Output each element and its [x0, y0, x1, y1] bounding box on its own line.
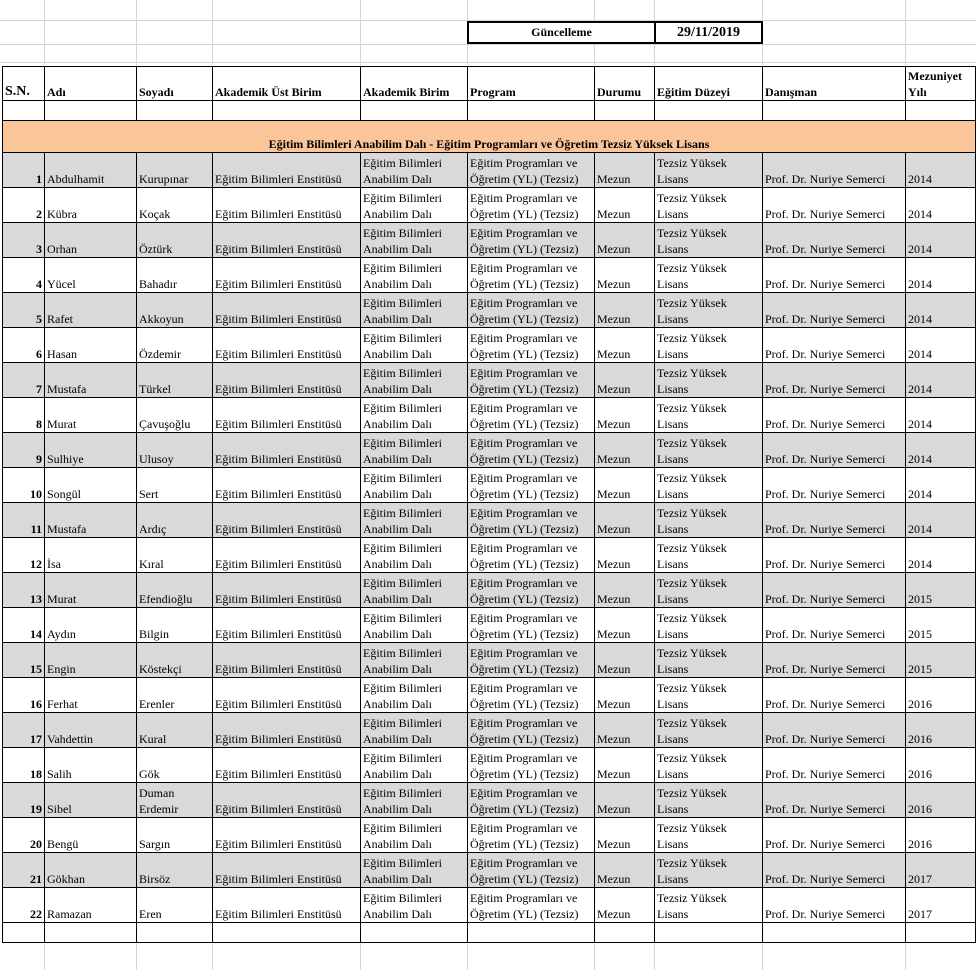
header-adi[interactable]: Adı	[45, 67, 137, 101]
cell-adi[interactable]: Murat	[45, 398, 137, 433]
cell-birim[interactable]: Eğitim Bilimleri Anabilim Dalı	[361, 643, 468, 678]
table-row	[3, 258, 976, 293]
cell-yil[interactable]: 2016	[906, 678, 976, 713]
cell-yil[interactable]: 2014	[906, 328, 976, 363]
cell-yil[interactable]: 2014	[906, 293, 976, 328]
update-box	[467, 21, 763, 44]
cell-adi[interactable]: Yücel	[45, 258, 137, 293]
cell-program[interactable]: Eğitim Programları ve Öğretim (YL) (Tezsiz)	[468, 188, 595, 223]
cell-soyadi[interactable]: Koçak	[137, 188, 213, 223]
cell-soyadi[interactable]: Köstekçi	[137, 643, 213, 678]
blank-cell[interactable]	[763, 923, 906, 943]
cell-program[interactable]: Eğitim Programları ve Öğretim (YL) (Tezsiz)	[468, 853, 595, 888]
cell-birim[interactable]: Eğitim Bilimleri Anabilim Dalı	[361, 363, 468, 398]
cell-adi[interactable]: Sibel	[45, 783, 137, 818]
cell-birim[interactable]: Eğitim Bilimleri Anabilim Dalı	[361, 398, 468, 433]
cell-sn[interactable]: 17	[3, 713, 45, 748]
cell-soyadi[interactable]: Öztürk	[137, 223, 213, 258]
cell-yil[interactable]: 2016	[906, 713, 976, 748]
cell-danisman[interactable]: Prof. Dr. Nuriye Semerci	[763, 433, 906, 468]
cell-birim[interactable]: Eğitim Bilimleri Anabilim Dalı	[361, 608, 468, 643]
header-row	[3, 67, 976, 101]
cell-yil[interactable]: 2014	[906, 153, 976, 188]
cell-danisman[interactable]: Prof. Dr. Nuriye Semerci	[763, 223, 906, 258]
cell-durumu[interactable]: Mezun	[595, 503, 655, 538]
cell-danisman[interactable]: Prof. Dr. Nuriye Semerci	[763, 678, 906, 713]
cell-ust-birim[interactable]: Eğitim Bilimleri Enstitüsü	[213, 468, 361, 503]
table-row	[3, 503, 976, 538]
cell-adi[interactable]: Songül	[45, 468, 137, 503]
blank-row	[3, 923, 976, 943]
cell-program[interactable]: Eğitim Programları ve Öğretim (YL) (Tezsiz)	[468, 398, 595, 433]
cell-yil[interactable]: 2014	[906, 538, 976, 573]
cell-program[interactable]: Eğitim Programları ve Öğretim (YL) (Tezsiz)	[468, 223, 595, 258]
blank-cell[interactable]	[3, 101, 45, 121]
cell-birim[interactable]: Eğitim Bilimleri Anabilim Dalı	[361, 468, 468, 503]
header-ust-birim[interactable]: Akademik Üst Birim	[213, 67, 361, 101]
blank-cell[interactable]	[595, 101, 655, 121]
cell-sn[interactable]: 14	[3, 608, 45, 643]
cell-birim[interactable]: Eğitim Bilimleri Anabilim Dalı	[361, 538, 468, 573]
cell-yil[interactable]: 2014	[906, 468, 976, 503]
blank-cell[interactable]	[361, 101, 468, 121]
cell-birim[interactable]: Eğitim Bilimleri Anabilim Dalı	[361, 783, 468, 818]
cell-yil[interactable]: 2015	[906, 573, 976, 608]
cell-yil[interactable]: 2014	[906, 433, 976, 468]
cell-yil[interactable]: 2016	[906, 783, 976, 818]
cell-ust-birim[interactable]: Eğitim Bilimleri Enstitüsü	[213, 293, 361, 328]
cell-soyadi[interactable]: Bahadır	[137, 258, 213, 293]
cell-soyadi[interactable]: Kurupınar	[137, 153, 213, 188]
cell-sn[interactable]: 22	[3, 888, 45, 923]
cell-adi[interactable]: Ramazan	[45, 888, 137, 923]
cell-adi[interactable]: Rafet	[45, 293, 137, 328]
cell-adi[interactable]: Kübra	[45, 188, 137, 223]
cell-program[interactable]: Eğitim Programları ve Öğretim (YL) (Tezsiz)	[468, 573, 595, 608]
cell-ust-birim[interactable]: Eğitim Bilimleri Enstitüsü	[213, 398, 361, 433]
cell-danisman[interactable]: Prof. Dr. Nuriye Semerci	[763, 783, 906, 818]
table-row	[3, 433, 976, 468]
cell-ust-birim[interactable]: Eğitim Bilimleri Enstitüsü	[213, 153, 361, 188]
cell-danisman[interactable]: Prof. Dr. Nuriye Semerci	[763, 188, 906, 223]
cell-ust-birim[interactable]: Eğitim Bilimleri Enstitüsü	[213, 363, 361, 398]
cell-birim[interactable]: Eğitim Bilimleri Anabilim Dalı	[361, 223, 468, 258]
cell-sn[interactable]: 21	[3, 853, 45, 888]
cell-program[interactable]: Eğitim Programları ve Öğretim (YL) (Tezsiz)	[468, 293, 595, 328]
header-yil[interactable]: Mezuniyet Yılı	[906, 67, 976, 101]
cell-duzey[interactable]: Tezsiz Yüksek Lisans	[655, 643, 763, 678]
department-title[interactable]: Eğitim Bilimleri Anabilim Dalı - Eğitim Programları ve Öğretim Tezsiz Yüksek Lisans	[3, 121, 976, 153]
cell-soyadi[interactable]: Sargın	[137, 818, 213, 853]
header-durumu[interactable]: Durumu	[595, 67, 655, 101]
cell-sn[interactable]: 15	[3, 643, 45, 678]
cell-durumu[interactable]: Mezun	[595, 748, 655, 783]
cell-soyadi[interactable]: Çavuşoğlu	[137, 398, 213, 433]
header-birim[interactable]: Akademik Birim	[361, 67, 468, 101]
cell-soyadi[interactable]: Ardıç	[137, 503, 213, 538]
cell-sn[interactable]: 13	[3, 573, 45, 608]
cell-ust-birim[interactable]: Eğitim Bilimleri Enstitüsü	[213, 748, 361, 783]
cell-duzey[interactable]: Tezsiz Yüksek Lisans	[655, 538, 763, 573]
cell-sn[interactable]: 20	[3, 818, 45, 853]
cell-soyadi[interactable]: Birsöz	[137, 853, 213, 888]
cell-sn[interactable]: 11	[3, 503, 45, 538]
cell-soyadi[interactable]: Sert	[137, 468, 213, 503]
cell-yil[interactable]: 2015	[906, 608, 976, 643]
blank-cell[interactable]	[213, 101, 361, 121]
table-row	[3, 398, 976, 433]
cell-adi[interactable]: Orhan	[45, 223, 137, 258]
cell-soyadi[interactable]: Gök	[137, 748, 213, 783]
cell-danisman[interactable]: Prof. Dr. Nuriye Semerci	[763, 643, 906, 678]
cell-program[interactable]: Eğitim Programları ve Öğretim (YL) (Tezsiz)	[468, 258, 595, 293]
table-row	[3, 293, 976, 328]
cell-duzey[interactable]: Tezsiz Yüksek Lisans	[655, 328, 763, 363]
cell-duzey[interactable]: Tezsiz Yüksek Lisans	[655, 258, 763, 293]
cell-program[interactable]: Eğitim Programları ve Öğretim (YL) (Tezsiz)	[468, 888, 595, 923]
cell-adi[interactable]: Mustafa	[45, 503, 137, 538]
cell-danisman[interactable]: Prof. Dr. Nuriye Semerci	[763, 748, 906, 783]
cell-soyadi[interactable]: Kıral	[137, 538, 213, 573]
cell-durumu[interactable]: Mezun	[595, 888, 655, 923]
cell-duzey[interactable]: Tezsiz Yüksek Lisans	[655, 188, 763, 223]
cell-adi[interactable]: Mustafa	[45, 363, 137, 398]
header-sn[interactable]: S.N.	[3, 67, 45, 101]
blank-cell[interactable]	[906, 923, 976, 943]
cell-program[interactable]: Eğitim Programları ve Öğretim (YL) (Tezsiz)	[468, 783, 595, 818]
cell-birim[interactable]: Eğitim Bilimleri Anabilim Dalı	[361, 433, 468, 468]
cell-program[interactable]: Eğitim Programları ve Öğretim (YL) (Tezsiz)	[468, 678, 595, 713]
cell-ust-birim[interactable]: Eğitim Bilimleri Enstitüsü	[213, 678, 361, 713]
cell-duzey[interactable]: Tezsiz Yüksek Lisans	[655, 818, 763, 853]
cell-ust-birim[interactable]: Eğitim Bilimleri Enstitüsü	[213, 328, 361, 363]
cell-duzey[interactable]: Tezsiz Yüksek Lisans	[655, 293, 763, 328]
cell-duzey[interactable]: Tezsiz Yüksek Lisans	[655, 223, 763, 258]
cell-danisman[interactable]: Prof. Dr. Nuriye Semerci	[763, 538, 906, 573]
table-row	[3, 748, 976, 783]
cell-danisman[interactable]: Prof. Dr. Nuriye Semerci	[763, 293, 906, 328]
cell-program[interactable]: Eğitim Programları ve Öğretim (YL) (Tezsiz)	[468, 713, 595, 748]
cell-soyadi[interactable]: Akkoyun	[137, 293, 213, 328]
cell-duzey[interactable]: Tezsiz Yüksek Lisans	[655, 433, 763, 468]
cell-ust-birim[interactable]: Eğitim Bilimleri Enstitüsü	[213, 888, 361, 923]
cell-durumu[interactable]: Mezun	[595, 573, 655, 608]
table-row	[3, 223, 976, 258]
cell-yil[interactable]: 2016	[906, 748, 976, 783]
table-row	[3, 328, 976, 363]
cell-danisman[interactable]: Prof. Dr. Nuriye Semerci	[763, 573, 906, 608]
cell-adi[interactable]: Aydın	[45, 608, 137, 643]
cell-sn[interactable]: 12	[3, 538, 45, 573]
cell-yil[interactable]: 2015	[906, 643, 976, 678]
cell-program[interactable]: Eğitim Programları ve Öğretim (YL) (Tezsiz)	[468, 328, 595, 363]
table-row	[3, 853, 976, 888]
table-row	[3, 608, 976, 643]
cell-adi[interactable]: Ferhat	[45, 678, 137, 713]
blank-cell[interactable]	[45, 923, 137, 943]
cell-yil[interactable]: 2014	[906, 188, 976, 223]
cell-sn[interactable]: 10	[3, 468, 45, 503]
table-row	[3, 538, 976, 573]
cell-sn[interactable]: 8	[3, 398, 45, 433]
cell-danisman[interactable]: Prof. Dr. Nuriye Semerci	[763, 468, 906, 503]
cell-sn[interactable]: 19	[3, 783, 45, 818]
blank-cell[interactable]	[3, 923, 45, 943]
cell-danisman[interactable]: Prof. Dr. Nuriye Semerci	[763, 818, 906, 853]
cell-durumu[interactable]: Mezun	[595, 468, 655, 503]
header-soyadi[interactable]: Soyadı	[137, 67, 213, 101]
blank-cell[interactable]	[468, 101, 595, 121]
graduates-table	[2, 66, 976, 943]
blank-cell[interactable]	[137, 923, 213, 943]
cell-durumu[interactable]: Mezun	[595, 818, 655, 853]
cell-sn[interactable]: 5	[3, 293, 45, 328]
blank-cell[interactable]	[655, 101, 763, 121]
cell-durumu[interactable]: Mezun	[595, 643, 655, 678]
cell-ust-birim[interactable]: Eğitim Bilimleri Enstitüsü	[213, 258, 361, 293]
table-row	[3, 153, 976, 188]
cell-adi[interactable]: Salih	[45, 748, 137, 783]
cell-sn[interactable]: 3	[3, 223, 45, 258]
cell-sn[interactable]: 9	[3, 433, 45, 468]
cell-duzey[interactable]: Tezsiz Yüksek Lisans	[655, 888, 763, 923]
cell-ust-birim[interactable]: Eğitim Bilimleri Enstitüsü	[213, 818, 361, 853]
table-row	[3, 643, 976, 678]
cell-ust-birim[interactable]: Eğitim Bilimleri Enstitüsü	[213, 433, 361, 468]
cell-durumu[interactable]: Mezun	[595, 153, 655, 188]
cell-durumu[interactable]: Mezun	[595, 258, 655, 293]
cell-birim[interactable]: Eğitim Bilimleri Anabilim Dalı	[361, 573, 468, 608]
blank-cell[interactable]	[45, 101, 137, 121]
cell-adi[interactable]: Gökhan	[45, 853, 137, 888]
cell-duzey[interactable]: Tezsiz Yüksek Lisans	[655, 363, 763, 398]
cell-danisman[interactable]: Prof. Dr. Nuriye Semerci	[763, 153, 906, 188]
cell-yil[interactable]: 2014	[906, 223, 976, 258]
cell-yil[interactable]: 2017	[906, 888, 976, 923]
table-row	[3, 888, 976, 923]
cell-sn[interactable]: 6	[3, 328, 45, 363]
cell-duzey[interactable]: Tezsiz Yüksek Lisans	[655, 713, 763, 748]
cell-yil[interactable]: 2014	[906, 398, 976, 433]
cell-danisman[interactable]: Prof. Dr. Nuriye Semerci	[763, 713, 906, 748]
cell-sn[interactable]: 4	[3, 258, 45, 293]
cell-durumu[interactable]: Mezun	[595, 538, 655, 573]
department-row	[3, 121, 976, 153]
cell-birim[interactable]: Eğitim Bilimleri Anabilim Dalı	[361, 818, 468, 853]
cell-program[interactable]: Eğitim Programları ve Öğretim (YL) (Tezsiz)	[468, 433, 595, 468]
cell-yil[interactable]: 2017	[906, 853, 976, 888]
cell-program[interactable]: Eğitim Programları ve Öğretim (YL) (Tezsiz)	[468, 818, 595, 853]
cell-duzey[interactable]: Tezsiz Yüksek Lisans	[655, 573, 763, 608]
cell-durumu[interactable]: Mezun	[595, 188, 655, 223]
cell-birim[interactable]: Eğitim Bilimleri Anabilim Dalı	[361, 153, 468, 188]
cell-durumu[interactable]: Mezun	[595, 223, 655, 258]
cell-duzey[interactable]: Tezsiz Yüksek Lisans	[655, 153, 763, 188]
cell-ust-birim[interactable]: Eğitim Bilimleri Enstitüsü	[213, 713, 361, 748]
cell-adi[interactable]: Engin	[45, 643, 137, 678]
cell-sn[interactable]: 7	[3, 363, 45, 398]
cell-danisman[interactable]: Prof. Dr. Nuriye Semerci	[763, 608, 906, 643]
blank-cell[interactable]	[906, 101, 976, 121]
cell-program[interactable]: Eğitim Programları ve Öğretim (YL) (Tezsiz)	[468, 468, 595, 503]
cell-soyadi[interactable]: Türkel	[137, 363, 213, 398]
cell-adi[interactable]: Bengü	[45, 818, 137, 853]
cell-soyadi[interactable]: Erenler	[137, 678, 213, 713]
cell-sn[interactable]: 16	[3, 678, 45, 713]
cell-durumu[interactable]: Mezun	[595, 328, 655, 363]
cell-soyadi[interactable]: Özdemir	[137, 328, 213, 363]
cell-durumu[interactable]: Mezun	[595, 853, 655, 888]
cell-ust-birim[interactable]: Eğitim Bilimleri Enstitüsü	[213, 503, 361, 538]
blank-cell[interactable]	[655, 923, 763, 943]
cell-birim[interactable]: Eğitim Bilimleri Anabilim Dalı	[361, 503, 468, 538]
cell-adi[interactable]: Hasan	[45, 328, 137, 363]
cell-yil[interactable]: 2014	[906, 258, 976, 293]
table-row	[3, 468, 976, 503]
cell-yil[interactable]: 2016	[906, 818, 976, 853]
cell-danisman[interactable]: Prof. Dr. Nuriye Semerci	[763, 363, 906, 398]
cell-birim[interactable]: Eğitim Bilimleri Anabilim Dalı	[361, 328, 468, 363]
cell-soyadi[interactable]: Kural	[137, 713, 213, 748]
cell-adi[interactable]: İsa	[45, 538, 137, 573]
cell-duzey[interactable]: Tezsiz Yüksek Lisans	[655, 678, 763, 713]
cell-birim[interactable]: Eğitim Bilimleri Anabilim Dalı	[361, 678, 468, 713]
table-row	[3, 188, 976, 223]
cell-durumu[interactable]: Mezun	[595, 783, 655, 818]
cell-sn[interactable]: 18	[3, 748, 45, 783]
cell-duzey[interactable]: Tezsiz Yüksek Lisans	[655, 398, 763, 433]
cell-ust-birim[interactable]: Eğitim Bilimleri Enstitüsü	[213, 783, 361, 818]
cell-birim[interactable]: Eğitim Bilimleri Anabilim Dalı	[361, 748, 468, 783]
table-row	[3, 713, 976, 748]
blank-cell[interactable]	[595, 923, 655, 943]
cell-sn[interactable]: 2	[3, 188, 45, 223]
header-program[interactable]: Program	[468, 67, 595, 101]
cell-durumu[interactable]: Mezun	[595, 678, 655, 713]
cell-soyadi[interactable]: Efendioğlu	[137, 573, 213, 608]
cell-durumu[interactable]: Mezun	[595, 363, 655, 398]
cell-birim[interactable]: Eğitim Bilimleri Anabilim Dalı	[361, 713, 468, 748]
cell-soyadi[interactable]: Eren	[137, 888, 213, 923]
table-row	[3, 573, 976, 608]
cell-duzey[interactable]: Tezsiz Yüksek Lisans	[655, 783, 763, 818]
table-row	[3, 678, 976, 713]
cell-birim[interactable]: Eğitim Bilimleri Anabilim Dalı	[361, 188, 468, 223]
cell-durumu[interactable]: Mezun	[595, 713, 655, 748]
cell-adi[interactable]: Sulhiye	[45, 433, 137, 468]
cell-birim[interactable]: Eğitim Bilimleri Anabilim Dalı	[361, 293, 468, 328]
cell-danisman[interactable]: Prof. Dr. Nuriye Semerci	[763, 888, 906, 923]
table-row	[3, 818, 976, 853]
cell-duzey[interactable]: Tezsiz Yüksek Lisans	[655, 468, 763, 503]
cell-yil[interactable]: 2014	[906, 503, 976, 538]
cell-yil[interactable]: 2014	[906, 363, 976, 398]
cell-ust-birim[interactable]: Eğitim Bilimleri Enstitüsü	[213, 643, 361, 678]
cell-program[interactable]: Eğitim Programları ve Öğretim (YL) (Tezsiz)	[468, 748, 595, 783]
blank-cell[interactable]	[763, 101, 906, 121]
cell-ust-birim[interactable]: Eğitim Bilimleri Enstitüsü	[213, 538, 361, 573]
cell-ust-birim[interactable]: Eğitim Bilimleri Enstitüsü	[213, 853, 361, 888]
cell-sn[interactable]: 1	[3, 153, 45, 188]
cell-program[interactable]: Eğitim Programları ve Öğretim (YL) (Tezsiz)	[468, 503, 595, 538]
update-date: 29/11/2019	[676, 25, 740, 40]
table-row	[3, 363, 976, 398]
cell-danisman[interactable]: Prof. Dr. Nuriye Semerci	[763, 328, 906, 363]
blank-cell[interactable]	[213, 923, 361, 943]
cell-duzey[interactable]: Tezsiz Yüksek Lisans	[655, 608, 763, 643]
cell-ust-birim[interactable]: Eğitim Bilimleri Enstitüsü	[213, 223, 361, 258]
cell-danisman[interactable]: Prof. Dr. Nuriye Semerci	[763, 503, 906, 538]
cell-adi[interactable]: Murat	[45, 573, 137, 608]
cell-birim[interactable]: Eğitim Bilimleri Anabilim Dalı	[361, 853, 468, 888]
cell-duzey[interactable]: Tezsiz Yüksek Lisans	[655, 503, 763, 538]
blank-row	[3, 101, 976, 121]
cell-ust-birim[interactable]: Eğitim Bilimleri Enstitüsü	[213, 608, 361, 643]
update-label: Güncelleme	[469, 23, 656, 42]
cell-durumu[interactable]: Mezun	[595, 433, 655, 468]
cell-program[interactable]: Eğitim Programları ve Öğretim (YL) (Tezsiz)	[468, 608, 595, 643]
cell-program[interactable]: Eğitim Programları ve Öğretim (YL) (Tezsiz)	[468, 363, 595, 398]
header-duzey[interactable]: Eğitim Düzeyi	[655, 67, 763, 101]
cell-danisman[interactable]: Prof. Dr. Nuriye Semerci	[763, 853, 906, 888]
cell-duzey[interactable]: Tezsiz Yüksek Lisans	[655, 853, 763, 888]
cell-program[interactable]: Eğitim Programları ve Öğretim (YL) (Tezsiz)	[468, 153, 595, 188]
cell-duzey[interactable]: Tezsiz Yüksek Lisans	[655, 748, 763, 783]
cell-durumu[interactable]: Mezun	[595, 398, 655, 433]
cell-birim[interactable]: Eğitim Bilimleri Anabilim Dalı	[361, 888, 468, 923]
cell-danisman[interactable]: Prof. Dr. Nuriye Semerci	[763, 258, 906, 293]
cell-adi[interactable]: Abdulhamit	[45, 153, 137, 188]
header-danisman[interactable]: Danışman	[763, 67, 906, 101]
table-row	[3, 783, 976, 818]
blank-cell[interactable]	[468, 923, 595, 943]
cell-birim[interactable]: Eğitim Bilimleri Anabilim Dalı	[361, 258, 468, 293]
cell-soyadi[interactable]: Ulusoy	[137, 433, 213, 468]
cell-durumu[interactable]: Mezun	[595, 293, 655, 328]
cell-ust-birim[interactable]: Eğitim Bilimleri Enstitüsü	[213, 573, 361, 608]
cell-program[interactable]: Eğitim Programları ve Öğretim (YL) (Tezsiz)	[468, 643, 595, 678]
cell-soyadi[interactable]: Duman Erdemir	[137, 783, 213, 818]
cell-soyadi[interactable]: Bilgin	[137, 608, 213, 643]
cell-durumu[interactable]: Mezun	[595, 608, 655, 643]
cell-program[interactable]: Eğitim Programları ve Öğretim (YL) (Tezsiz)	[468, 538, 595, 573]
cell-danisman[interactable]: Prof. Dr. Nuriye Semerci	[763, 398, 906, 433]
blank-cell[interactable]	[361, 923, 468, 943]
blank-cell[interactable]	[137, 101, 213, 121]
cell-adi[interactable]: Vahdettin	[45, 713, 137, 748]
cell-ust-birim[interactable]: Eğitim Bilimleri Enstitüsü	[213, 188, 361, 223]
